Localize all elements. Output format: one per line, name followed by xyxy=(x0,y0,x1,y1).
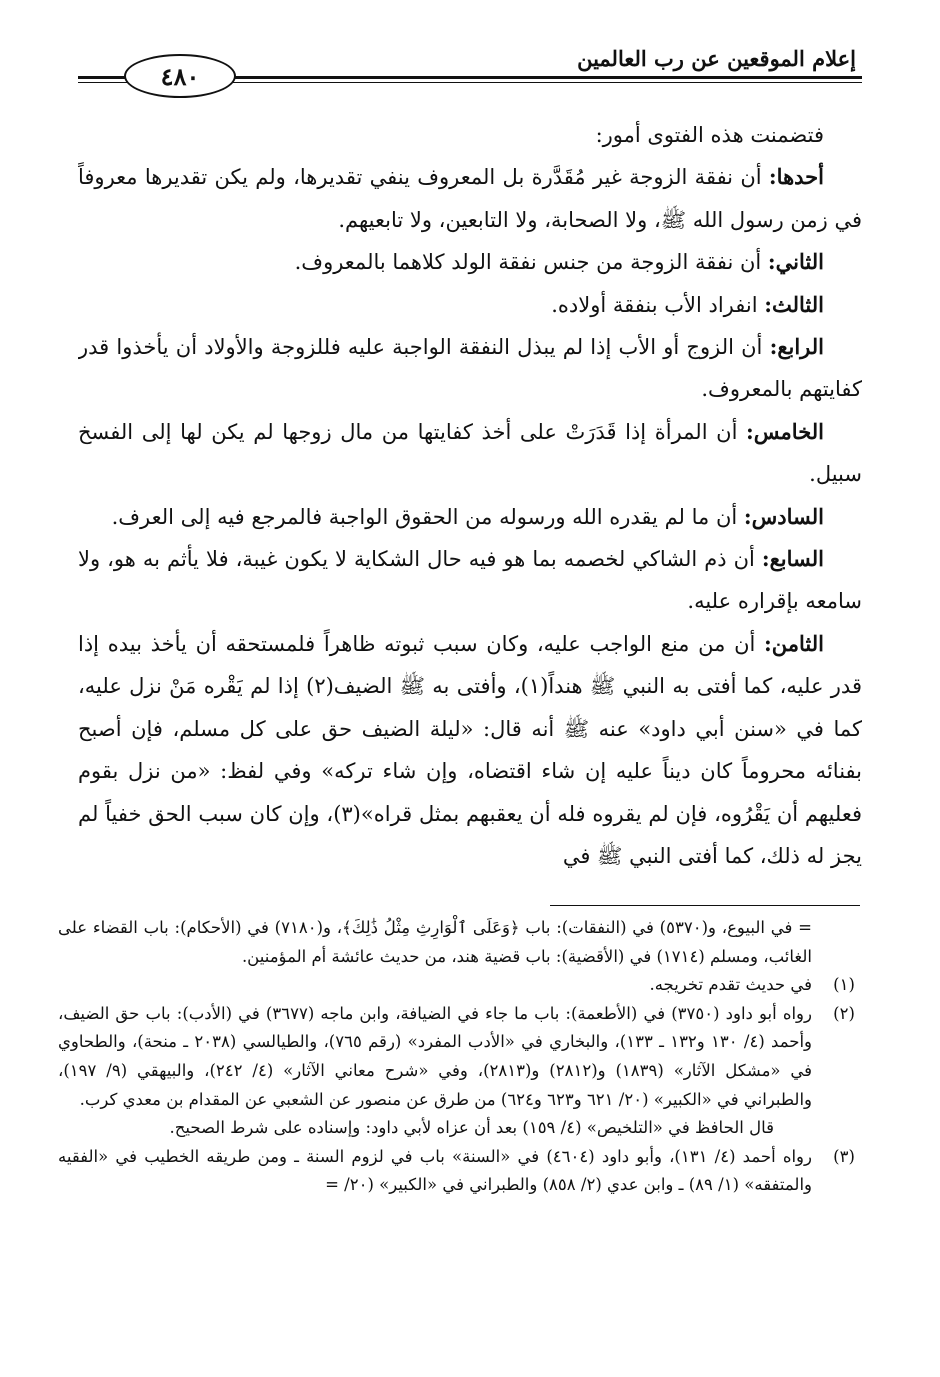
point-term: الثاني: xyxy=(767,249,824,275)
point-8 xyxy=(78,623,862,877)
point-term: الخامس: xyxy=(746,418,824,444)
point-text: أن ذم الشاكي لخصمه بما هو فيه حال الشكاية لا يكون غيبة، فلا يأثم به هو، ولا سامعه بإقراره عليه. xyxy=(78,547,862,614)
footnote-3 xyxy=(58,1143,864,1200)
point-5 xyxy=(78,411,862,496)
point-2 xyxy=(78,241,862,283)
footnote-1 xyxy=(58,971,864,1000)
point-term: أحدها: xyxy=(768,164,824,190)
footnote-number: (١) xyxy=(833,975,855,995)
point-term: السابع: xyxy=(761,546,824,572)
point-text: أن نفقة الزوجة غير مُقَدَّرة بل المعروف ينفي تقديرها، ولم يكن تقديرها معروفاً في زمن رسول الله ﷺ، ولا الصحابة، ولا التابعين، ولا تابعيهم. xyxy=(78,165,862,232)
point-text: أن من منع الواجب عليه، وكان سبب ثبوته ظاهراً فلمستحقه أن يأخذ بيده إذا قدر عليه، كما أفتى به النبي ﷺ هنداً(١)، وأفتى به ﷺ الضيف(٢) إذا لم يَقْره مَنْ نزل عليه، كما في «سنن أبي داود» عنه ﷺ أنه قال: «ليلة الضيف حق على كل مسلم، فإن أصبح بفنائه محروماً كان ديناً عليه إن شاء اقتضاه، وإن شاء تركه» وفي لفظ: «من نزل بقوم فعليهم أن يَقْرُوه، فإن لم يقروه فله أن يعقبهم بمثل قراه»(٣)، وإن كان سبب الحق خفياً لم يجز له ذلك، كما أفتى النبي ﷺ في xyxy=(78,631,862,868)
point-term: الثالث: xyxy=(764,291,824,317)
footnote-subnote: قال الحافظ في «التلخيص» (٤/ ١٥٩) بعد أن عزاه لأبي داود: وإسناده على شرط الصحيح. xyxy=(169,1118,774,1138)
point-text: انفراد الأب بنفقة أولاده. xyxy=(551,292,765,317)
point-text: أن الزوج أو الأب إذا لم يبذل النفقة الواجبة عليه فللزوجة والأولاد أن يأخذوا قدر كفايتهم بالمعروف. xyxy=(78,335,862,402)
point-4 xyxy=(78,326,862,411)
footnotes xyxy=(58,914,864,1334)
page-header xyxy=(78,40,862,102)
point-term: الثامن: xyxy=(764,630,824,656)
point-term: الرابع: xyxy=(769,334,824,360)
point-7 xyxy=(78,538,862,623)
point-text: أن المرأة إذا قَدَرَتْ على أخذ كفايتها من مال زوجها لم يكن لها إلى الفسخ سبيل. xyxy=(78,419,862,487)
point-text: أن نفقة الزوجة من جنس نفقة الولد كلاهما بالمعروف. xyxy=(294,250,768,275)
footnote-2 xyxy=(58,1000,864,1143)
footnote-number: (٢) xyxy=(833,1003,855,1023)
footnote-number: (٣) xyxy=(833,1146,855,1166)
footnote-separator xyxy=(550,905,860,906)
footnote-text: = في البيوع، و(٥٣٧٠) في (النفقات): باب ﴿وَعَلَى ٱلْوَارِثِ مِثْلُ ذَٰلِكَ﴾، و(٧١٨٠) في (الأحكام): باب القضاء على الغائب، ومسلم (١٧١٤) في (الأقضية): باب قضية هند، من حديث عائشة أم المؤمنين. xyxy=(58,918,812,966)
point-text: أن ما لم يقدره الله ورسوله من الحقوق الواجبة فالمرجع فيه إلى العرف. xyxy=(111,504,744,529)
footnote-text: رواه أحمد (٤/ ١٣١)، وأبو داود (٤٦٠٤) في «السنة» باب في لزوم السنة ـ ومن طريقه الخطيب في «الفقيه والمتفقه» (١/ ٨٩) ـ وابن عدي (٢/ ٨٥٨) والطبراني في «الكبير» (٢٠/ = xyxy=(58,1146,812,1195)
page-number: ٤٨٠ xyxy=(124,54,236,98)
footnote-text: رواه أبو داود (٣٧٥٠) في (الأطعمة): باب ما جاء في الضيافة، وابن ماجه (٣٦٧٧) في (الأدب): باب حق الضيف، وأحمد (٤/ ١٣٠ و١٣٢ ـ ١٣٣)، والبخاري في «الأدب المفرد» (رقم ٧٦٥)، والطيالسي (٢٠٣٨ ـ منحة)، والطحاوي في «مشكل الآثار» (١٨٣٩) و(٢٨١٢) و(٢٨١٣)، وفي «شرح معاني الآثار» (٤/ ٢٤٢)، والبيهقي (٩/ ١٩٧)، والطبراني في «الكبير» (٢٠/ ٦٢١ و٦٢٣ و٦٢٤) من طرق عن منصور عن الشعبي عن المقدام بن معدي كرب. xyxy=(58,1003,813,1109)
point-3 xyxy=(78,284,862,326)
main-text xyxy=(78,114,862,894)
footnote-continuation xyxy=(58,914,864,971)
point-term: السادس: xyxy=(743,503,824,529)
point-6 xyxy=(78,496,862,538)
point-1 xyxy=(78,156,862,241)
intro-paragraph: فتضمنت هذه الفتوى أمور: xyxy=(595,123,824,147)
running-title: إعلام الموقعين عن رب العالمين xyxy=(577,46,856,71)
footnote-text: في حديث تقدم تخريجه. xyxy=(649,975,812,995)
